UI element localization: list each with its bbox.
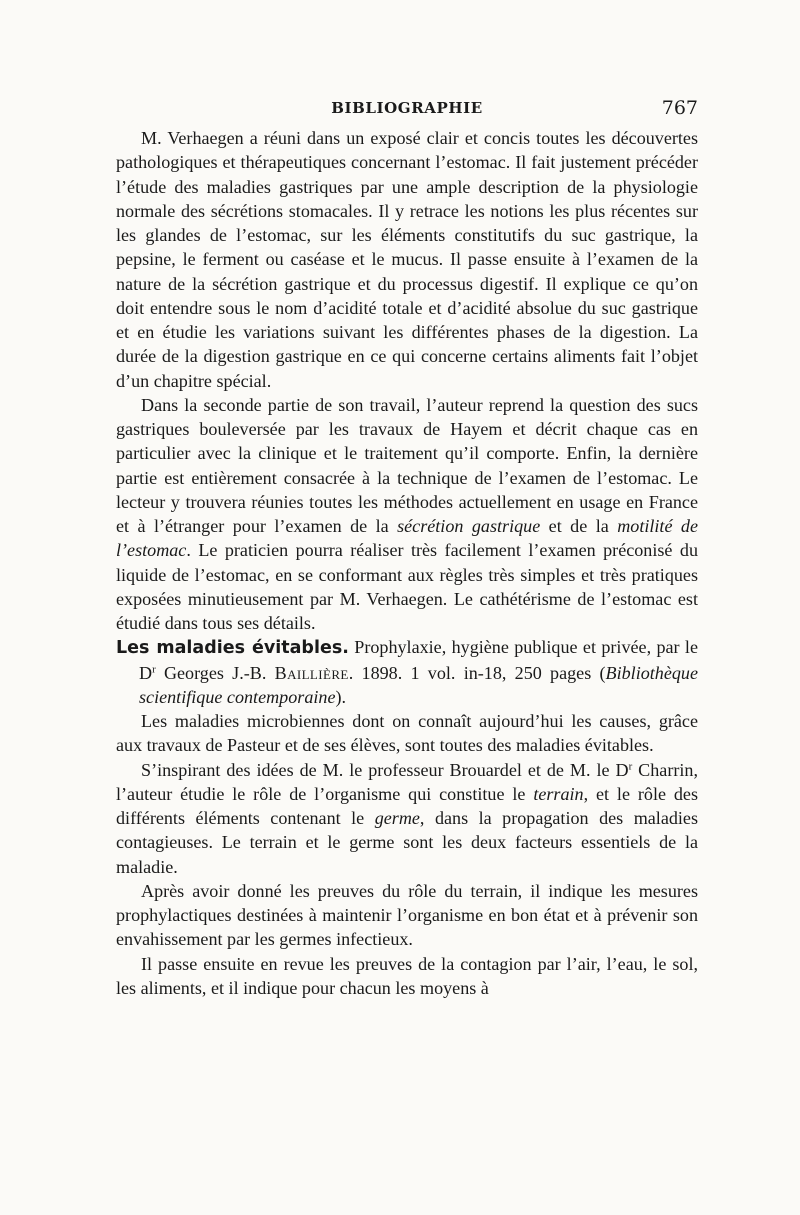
emphasis-germe: germe xyxy=(374,808,420,828)
page-body xyxy=(116,126,698,1000)
text-run: Charrin, l’auteur étudie le rôle de l’organisme qui constitue le xyxy=(116,759,698,804)
review-verhaegen-paragraph-1: M. Verhaegen a réuni dans un exposé clair et concis toutes les découvertes pathologiques et thérapeutiques concernant l’estomac. Il fait justement précéder l’étude des maladies gastriques par une ample description de la physiologie normale des sécrétions stomacales. Il y retrace les notions les plus récentes sur les glandes de l’estomac, sur les éléments constitutifs du suc gastrique, la pepsine, le ferment ou caséase et le mucus. Il passe ensuite à l’examen de la nature de la sécrétion gastrique et du processus digestif. Il explique ce qu’on doit entendre sous le nom d’acidité totale et d’acidité absolue du suc gastrique et en étudie les variations suivant les différentes phases de la digestion. La durée de la digestion gastrique en ce qui concerne certains aliments fait l’objet d’un chapitre spécial. xyxy=(116,128,698,391)
text-run: Georges J.-B. xyxy=(155,662,275,683)
review-maladies-paragraph-3: Après avoir donné les preuves du rôle du terrain, il indique les mesures prophylactiques destinées à maintenir l’organisme en bon état et à prévenir son envahissement par les germes infectieux. xyxy=(116,880,698,950)
superscript: r xyxy=(628,759,633,772)
page-header xyxy=(116,94,698,122)
emphasis-secretion: sécrétion gastrique xyxy=(397,516,541,536)
text-run: Dans la seconde partie de son travail, l’auteur reprend la question des sucs gastriques bouleversée par les travaux de Hayem et décrit chaque cas en particulier avec la clinique et le traitement qu’il comporte. Enfin, la dernière partie est entièrement consacrée à la technique de l’examen de l’estomac. Le lecteur y trouvera réunies toutes les méthodes actuellement en usage en France et à l’étranger pour l’examen de la xyxy=(116,394,698,536)
review-maladies-paragraph-4: Il passe ensuite en revue les preuves de la contagion par l’air, l’eau, le sol, les aliments, et il indique pour chacun les moyens à xyxy=(116,953,698,998)
series-title: Bibliothèque scientifique contemporaine xyxy=(139,662,699,707)
review-maladies-paragraph-2 xyxy=(116,758,698,879)
review-verhaegen-paragraph-2 xyxy=(116,393,698,636)
publisher-name: Baillière xyxy=(274,662,349,683)
text-run: , dans la propagation des maladies contagieuses. Le terrain et le germe sont les deux facteurs essentiels de la maladie. xyxy=(116,808,699,877)
entry-title: Les maladies évitables. xyxy=(116,638,349,659)
text-run: et de la xyxy=(540,516,618,536)
review-maladies-paragraph-1: Les maladies microbiennes dont on connaît aujourd’hui les causes, grâce aux travaux de Pasteur et de ses élèves, sont toutes des maladies évitables. xyxy=(116,711,698,756)
text-run: , et le rôle des différents éléments contenant le xyxy=(116,783,699,828)
emphasis-terrain: terrain xyxy=(533,783,584,804)
text-run: ). xyxy=(335,686,347,707)
superscript: r xyxy=(152,662,156,675)
text-run: Prophylaxie, hygiène publique et privée, par le D xyxy=(139,637,698,683)
page-number: 767 xyxy=(661,97,698,119)
emphasis-motilite: motilité de l’estomac xyxy=(116,516,699,561)
bibliographic-entry xyxy=(116,635,698,709)
running-title: BIBLIOGRAPHIE xyxy=(331,99,483,117)
text-run: . 1898. 1 vol. in-18, 250 pages ( xyxy=(348,662,606,683)
text-run: S’inspirant des idées de M. le professeur Brouardel et de M. le D xyxy=(141,759,629,780)
text-run: . Le praticien pourra réaliser très facilement l’examen préconisé du liquide de l’estomac, en se conformant aux règles très simples et très pratiques exposées minutieusement par M. Verhaegen. Le cathétérisme de l’estomac est étudié dans tous ses détails. xyxy=(116,540,698,633)
